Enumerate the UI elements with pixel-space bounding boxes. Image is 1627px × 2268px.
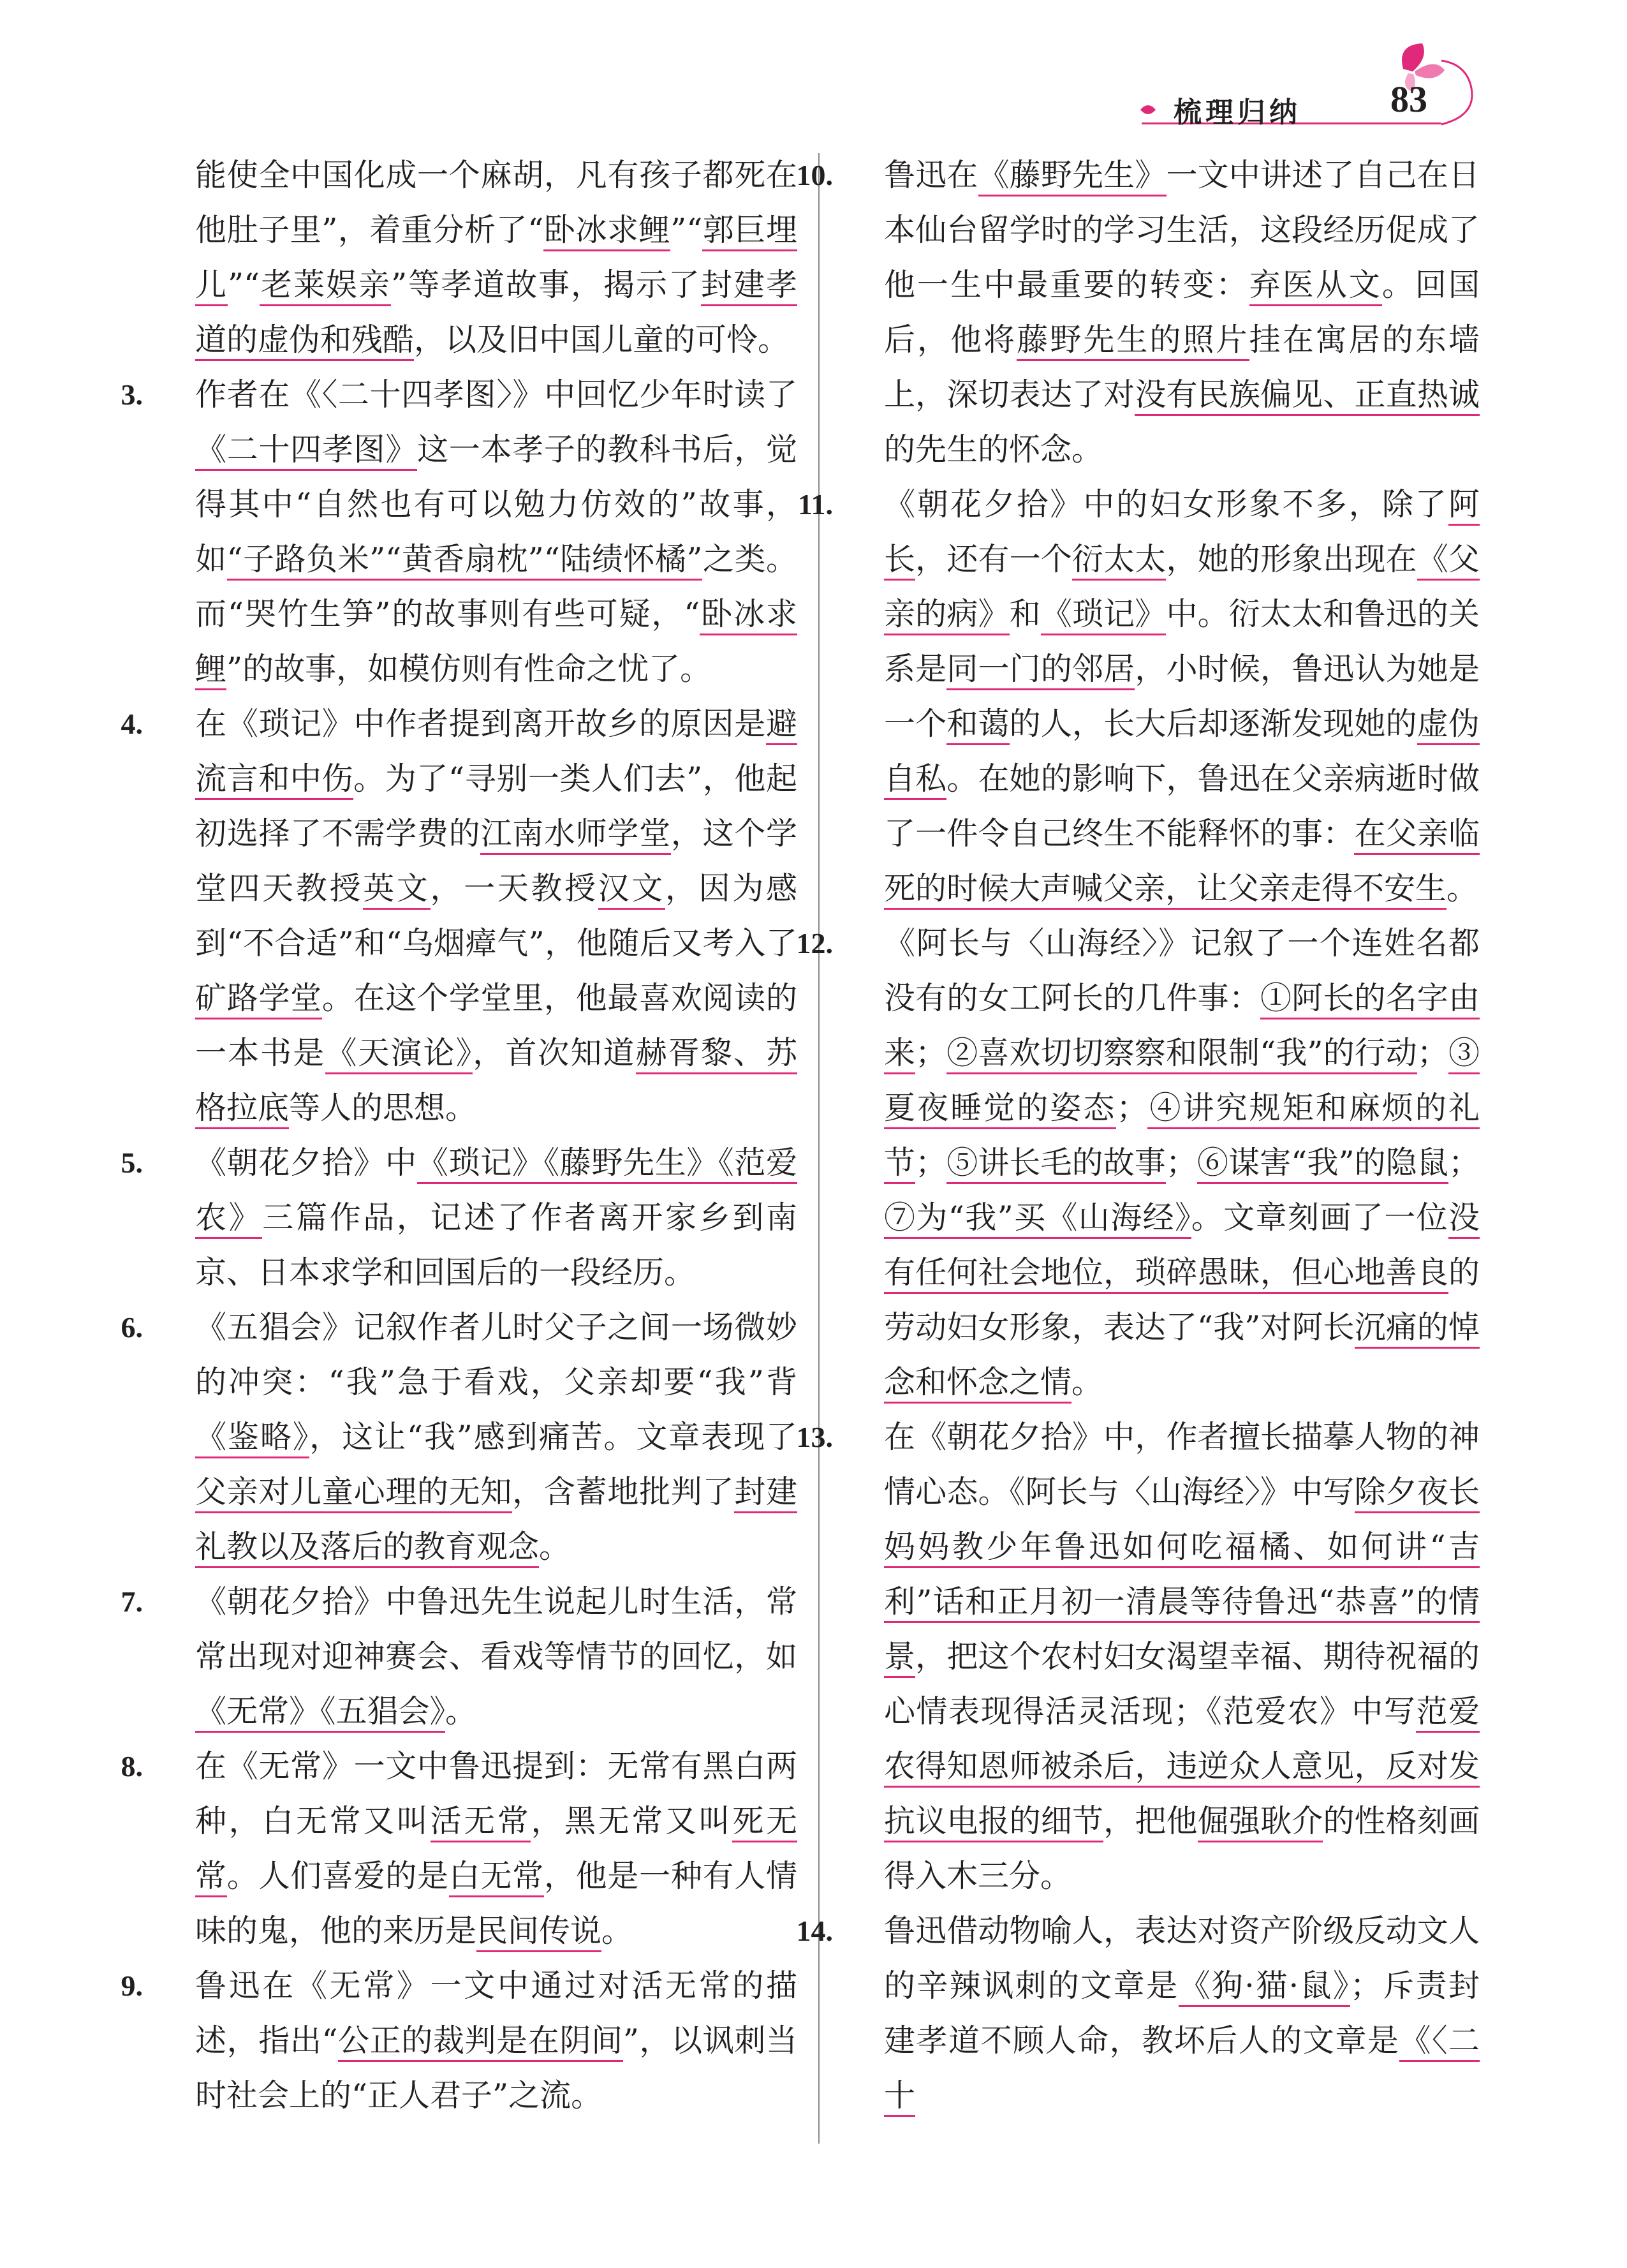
body-text: 等人的思想。 <box>289 1090 477 1126</box>
body-text: ，这让“我”感到痛苦。文章表现了 <box>309 1419 797 1455</box>
answer-text: 卧冰求鲤 <box>195 596 797 690</box>
body-text: ； <box>1165 1145 1197 1181</box>
item-number: 3. <box>121 378 143 411</box>
right-column <box>796 148 1480 2123</box>
left-items <box>121 367 797 2123</box>
body-text: 《朝花夕拾》中的妇女形象不多，除了 <box>884 486 1448 523</box>
question-item <box>121 1959 797 2123</box>
item-text <box>836 1904 1480 2123</box>
answer-text: 老莱娱亲 <box>260 267 391 306</box>
body-text: 。 <box>445 1693 477 1730</box>
continuation-paragraph <box>147 148 797 367</box>
item-text <box>147 367 797 697</box>
section-title: 梳理归纳 <box>1174 96 1301 129</box>
body-text: 。为了“寻别一类人们去”，他起初选择了不需学费的 <box>195 760 797 852</box>
body-text: ，这个学堂四天教授 <box>195 815 797 907</box>
body-text: 鲁迅在《无常》一文中通过对活无常的描述，指出“ <box>195 1968 797 2059</box>
item-number: 14. <box>796 1915 833 1947</box>
item-number: 8. <box>121 1750 143 1783</box>
item-text <box>147 1136 797 1300</box>
answer-text: 沉痛的悼念和怀念之情 <box>884 1309 1480 1404</box>
question-item <box>121 1739 797 1959</box>
body-text: 的人，长大后却逐渐发现她的 <box>1009 706 1417 742</box>
question-item <box>121 1300 797 1575</box>
body-text: ”的故事，如模仿则有性命之忧了。 <box>226 651 712 687</box>
body-text: 鲁迅借动物喻人，表达对资产阶级反动文人的辛辣讽刺的文章是 <box>884 1913 1480 2004</box>
body-text: ，他是一种有人情味的鬼，他的来历是 <box>195 1858 797 1949</box>
answer-text: ①阿长的名字由来 <box>884 980 1480 1074</box>
answer-text: 白无常 <box>449 1858 544 1897</box>
question-item <box>121 1136 797 1300</box>
page-header <box>1123 38 1480 128</box>
body-text: ； <box>1417 1035 1448 1071</box>
question-item <box>798 477 1480 916</box>
body-text: 《朝花夕拾》中 <box>195 1145 417 1181</box>
body-text: ； <box>1116 1090 1148 1126</box>
answer-text: 在父亲临死的时候大声喊父亲，让父亲走得不安生 <box>884 815 1480 910</box>
body-text: ，含蓄地批判了 <box>512 1474 735 1510</box>
answer-text: 《狗·猫·鼠》 <box>1179 1968 1350 2007</box>
question-item <box>796 1904 1480 2123</box>
body-text: 。 <box>1447 870 1478 907</box>
body-text: 。 <box>601 1913 633 1949</box>
question-item <box>796 1410 1480 1904</box>
item-text <box>147 1739 797 1959</box>
answer-text: ⑥谋害“我”的隐鼠 <box>1197 1145 1448 1184</box>
answer-text: 《琐记》 <box>1041 596 1167 635</box>
body-text: ”“ <box>670 212 703 248</box>
body-text: 。 <box>1071 1364 1103 1400</box>
answer-text: 弃医从文 <box>1249 267 1382 306</box>
question-item <box>796 916 1480 1410</box>
item-number: 4. <box>121 708 143 740</box>
body-text: ； <box>1448 1145 1480 1181</box>
answer-text: 汉文 <box>598 870 665 910</box>
answer-text: 倔强耿介 <box>1198 1803 1323 1842</box>
answer-text: 《无常》《五猖会》 <box>195 1693 445 1733</box>
item-text <box>836 148 1480 477</box>
body-text: 的劳动妇女形象，表达了“我”对阿长 <box>884 1254 1480 1345</box>
answer-text: 《天演论》 <box>325 1035 473 1074</box>
answer-text: 父亲对儿童心理的无知 <box>195 1474 512 1513</box>
answer-text: 《〈二十 <box>884 2022 1480 2117</box>
item-text <box>836 477 1480 916</box>
answer-text: 赫胥黎、苏格拉底 <box>195 1035 797 1129</box>
item-number: 9. <box>121 1969 143 2002</box>
question-item <box>121 697 797 1136</box>
item-number: 7. <box>121 1585 143 1618</box>
answer-text: 范爱农得知恩师被杀后，违逆众人意见，反对发抗议电报的细节 <box>884 1693 1480 1842</box>
answer-text: ④讲究规矩和麻烦的礼节 <box>884 1090 1480 1184</box>
item-number: 13. <box>796 1421 833 1453</box>
question-item <box>796 148 1480 477</box>
item-text <box>147 1959 797 2123</box>
body-text: ，小时候，鲁迅认为她是一个 <box>884 651 1480 742</box>
body-text: ，首次知道 <box>473 1035 636 1071</box>
answer-text: 阿长 <box>884 486 1480 581</box>
answer-text: 《父亲的病》 <box>884 541 1480 635</box>
body-text: 挂在寓居的东墙上，深切表达了对 <box>884 322 1480 413</box>
continuation-text <box>147 148 797 367</box>
answer-text: 避流言和中伤 <box>195 706 797 800</box>
answer-text: 死无常 <box>195 1803 797 1897</box>
body-text: ，以及旧中国儿童的可怜。 <box>414 322 790 358</box>
item-text <box>147 1300 797 1575</box>
item-number: 5. <box>121 1146 143 1179</box>
answer-text: ③夏夜睡觉的姿态 <box>884 1035 1480 1129</box>
item-text <box>147 1575 797 1739</box>
answer-text: 郭巨埋儿 <box>195 212 797 306</box>
body-text: ”“ <box>228 267 260 303</box>
body-text: ”，以讽刺当时社会上的“正人君子”之流。 <box>195 2022 797 2114</box>
body-text: 和 <box>1009 596 1041 632</box>
item-number: 11. <box>798 488 833 521</box>
answer-text: “子路负米”“黄香扇枕”“陆绩怀橘” <box>227 541 703 581</box>
answer-text: 封建孝道的虚伪和残酷 <box>195 267 797 361</box>
body-text: 鲁迅在 <box>884 157 978 193</box>
body-text: ”等孝道故事，揭示了 <box>391 267 701 303</box>
answer-text: 衍太太 <box>1072 541 1167 581</box>
body-text: 在《无常》一文中鲁迅提到：无常有黑白两种，白无常又叫 <box>195 1748 797 1839</box>
body-text: 在《朝花夕拾》中，作者擅长描摹人物的神情心态。《阿长与〈山海经〉》中写 <box>884 1419 1480 1510</box>
body-text: ，把他 <box>1103 1803 1198 1839</box>
answer-text: ②喜欢切切察察和限制“我”的行动 <box>946 1035 1417 1074</box>
answer-text: ⑤讲长毛的故事 <box>946 1145 1166 1184</box>
body-text: 《阿长与〈山海经〉》记叙了一个连姓名都没有的女工阿长的几件事： <box>884 925 1480 1016</box>
body-text: ，一天教授 <box>430 870 598 907</box>
question-item <box>121 1575 797 1739</box>
body-text: ，还有一个 <box>915 541 1072 577</box>
body-text: 。在这个学堂里，他最喜欢阅读的一本书是 <box>195 980 797 1071</box>
body-text: 的先生的怀念。 <box>884 431 1103 468</box>
body-text: ；斥责封建孝道不顾人命，教坏后人的文章是 <box>884 1968 1480 2059</box>
body-text: 之类。而“哭竹生笋”的故事则有些可疑，“ <box>195 541 797 632</box>
answer-text: 虚伪自私 <box>884 706 1480 800</box>
answer-text: 矿路学堂 <box>195 980 322 1019</box>
body-text: 中。衍太太和鲁迅的关系是 <box>884 596 1480 687</box>
answer-text: 江南水师学堂 <box>480 815 670 855</box>
body-text: 一文中讲述了自己在日本仙台留学时的学习生活，这段经历促成了他一生中最重要的转变： <box>884 157 1480 303</box>
answer-text: 公正的裁判是在阴间 <box>338 2022 623 2062</box>
body-text: 作者在《〈二十四孝图〉》中回忆少年时读了 <box>195 376 797 413</box>
column-divider <box>818 153 820 2144</box>
body-text: 在《琐记》中作者提到离开故乡的原因是 <box>195 706 766 742</box>
right-items <box>796 148 1480 2123</box>
body-text: 。文章刻画了一位 <box>1191 1199 1448 1236</box>
body-text: ，黑无常又叫 <box>531 1803 733 1839</box>
body-text: ，因为感到“不合适”和“乌烟瘴气”，他随后又考入了 <box>195 870 797 961</box>
body-text: 三篇作品，记述了作者离开家乡到南京、日本求学和回国后的一段经历。 <box>195 1199 797 1291</box>
answer-text: 《二十四孝图》 <box>195 431 417 471</box>
answer-text: 没有民族偏见、正直热诚 <box>1135 376 1480 416</box>
answer-text: 《藤野先生》 <box>978 157 1167 196</box>
body-text: ； <box>915 1035 947 1071</box>
item-number: 6. <box>121 1311 143 1344</box>
body-text: 《朝花夕拾》中鲁迅先生说起儿时生活，常常出现对迎神赛会、看戏等情节的回忆，如 <box>195 1583 797 1675</box>
left-column <box>121 148 797 2123</box>
answer-text: 没有任何社会地位，琐碎愚昧，但心地善良 <box>884 1199 1480 1294</box>
answer-text: 活无常 <box>431 1803 531 1842</box>
answer-text: 和蔼 <box>946 706 1009 745</box>
body-text: 《五猖会》记叙作者儿时父子之间一场微妙的冲突：“我”急于看戏，父亲却要“我”背 <box>195 1309 797 1400</box>
answer-text: 《鉴略》 <box>195 1419 309 1458</box>
answer-text: 卧冰求鲤 <box>543 212 670 251</box>
body-text: 。在她的影响下，鲁迅在父亲病逝时做了一件令自己终生不能释怀的事： <box>884 760 1480 852</box>
answer-text: 《琐记》《藤野先生》《范爱农》 <box>195 1145 797 1239</box>
page-number: 83 <box>1390 78 1427 120</box>
body-text: 能使全中国化成一个麻胡，凡有孩子都死在他肚子里”，着重分析了“ <box>195 157 797 248</box>
item-text <box>147 697 797 1136</box>
item-text <box>836 1410 1480 1904</box>
body-text: 的性格刻画得入木三分。 <box>884 1803 1480 1894</box>
item-text <box>836 916 1480 1410</box>
answer-text: 同一门的邻居 <box>946 651 1135 690</box>
item-number: 12. <box>796 927 833 960</box>
answer-text: 民间传说 <box>476 1913 601 1952</box>
body-text: ，她的形象出现在 <box>1166 541 1417 577</box>
answer-text: ⑦为“我”买《山海经》 <box>884 1199 1191 1239</box>
body-text: 。人们喜爱的是 <box>226 1858 449 1894</box>
answer-text: 除夕夜长妈妈教少年鲁迅如何吃福橘、如何讲“吉利”话和正月初一清晨等待鲁迅“恭喜”的情景 <box>884 1474 1480 1678</box>
item-number: 10. <box>796 159 833 191</box>
body-text: ，把这个农村妇女渴望幸福、期待祝福的心情表现得活灵活现；《范爱农》中写 <box>884 1638 1480 1730</box>
answer-text: 英文 <box>363 870 430 910</box>
body-text: ； <box>915 1145 947 1181</box>
body-text: 这一本孝子的教科书后，觉得其中“自然也有可以勉力仿效的”故事，如 <box>195 431 797 577</box>
body-text: 。 <box>539 1529 571 1565</box>
answer-text: 封建礼教以及落后的教育观念 <box>195 1474 797 1568</box>
answer-text: 藤野先生的照片 <box>1017 322 1249 361</box>
question-item <box>121 367 797 697</box>
body-text: 。回国后，他将 <box>884 267 1480 358</box>
